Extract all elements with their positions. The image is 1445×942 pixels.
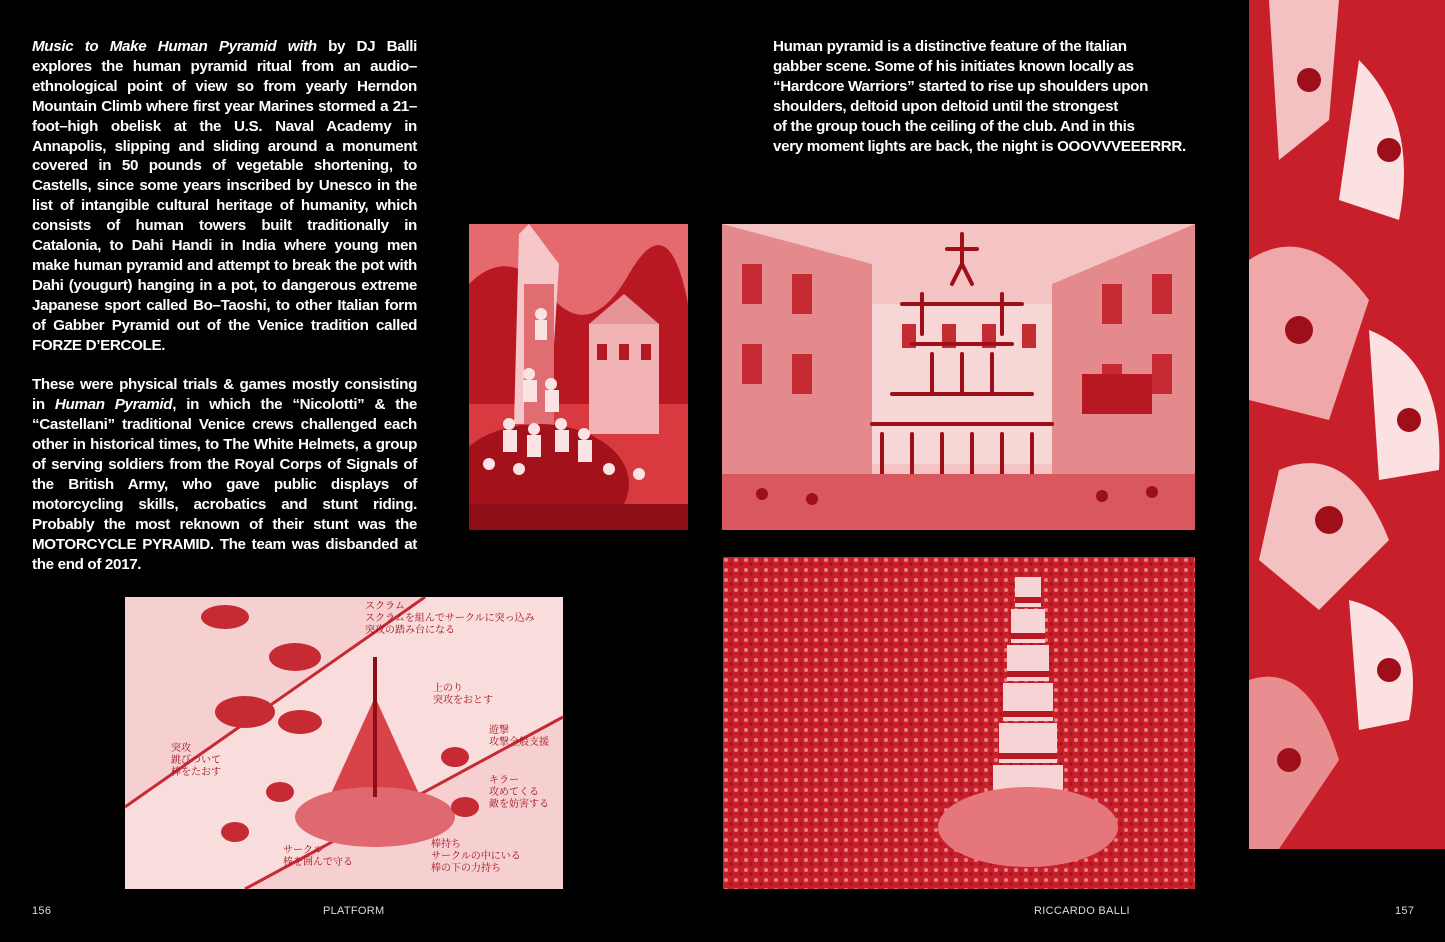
paragraph-2	[32, 375, 417, 574]
diagram-attack-label	[171, 743, 221, 779]
diagram-text: 突攻	[171, 743, 191, 754]
diagram-text: 棒をたおす	[171, 767, 221, 778]
right-text-line: of the group touch the ceiling of the club. And in this	[773, 117, 1135, 135]
diagram-climber-label	[433, 683, 493, 707]
diagram-text: 跳びついて	[171, 755, 221, 766]
right-text-line: shoulders, deltoid upon deltoid until the strongest	[773, 97, 1118, 115]
diagram-text: 攻めてくる	[489, 787, 539, 798]
section-title: PLATFORM	[323, 905, 385, 917]
diagram-killer-label	[489, 775, 549, 811]
diagram-text: 上のり	[433, 683, 463, 694]
photo-obelisk-climb	[469, 224, 688, 530]
photo-forze-dercole-engraving	[722, 224, 1195, 530]
right-text-line: gabber scene. Some of his initiates known locally as	[773, 57, 1134, 75]
diagram-text: 棒持ち	[431, 839, 461, 850]
diagram-text: サークル	[283, 845, 323, 856]
right-text-line: very moment lights are back, the night is OOOVVVEEERRR.	[773, 137, 1186, 155]
human-pyramid-italic: Human Pyramid	[54, 396, 173, 414]
diagram-text: 遊撃	[489, 725, 509, 736]
diagram-text: サークルの中にいる	[431, 851, 521, 862]
right-text-line: “Hardcore Warriors” started to rise up shoulders upon	[773, 77, 1148, 95]
page-number-right: 157	[1395, 905, 1415, 917]
photo-gabber-pyramid-strip	[1249, 0, 1445, 849]
photo-castell-crowd	[723, 557, 1195, 889]
author-name: RICCARDO BALLI	[1034, 905, 1130, 917]
album-title-italic: Music to Make Human Pyramid with	[32, 38, 317, 55]
paragraph-1-body: by DJ Balli explores the human pyramid ritual from an audio–ethnological point of view so from yearly Herndon Mountain Climb where first year Marines stormed a 21–foot–high obelisk at the U.S. Naval Academy in Annapolis, slipping and sliding around a monument covered in 50 pounds of vegetable shortening, to Castells, since some years inscribed by Unesco in the list of intangible cultural heritage of humanity, which consists of human towers built traditionally in Catalonia, to Dahi Handi in India where young men make human pyramid and attempt to break the pot with Dahi (yougurt) hanging in a pot, to dangerous extreme Japanese sport called Bo–Taoshi, to other Italian form of Gabber Pyramid out of the Venice tradition called FORZE D’ERCOLE.	[32, 38, 417, 354]
right-text-column	[773, 37, 1213, 156]
diagram-text: 攻撃全般支援	[489, 737, 549, 748]
diagram-circle-label	[283, 845, 353, 869]
paragraph-2-body: , in which the “Nicolotti” & the “Castellani” traditional Venice crews challenged each other in historical times, to The White Helmets, a group of serving soldiers from the Royal Corps of Signals of the British Army, who gave public displays of motorcycling skills, acrobatics and stunt riding. Probably the most reknown of their stunt was the MOTORCYCLE PYRAMID. The team was disbanded at the end of 2017.	[32, 396, 417, 573]
diagram-raider-label	[489, 725, 549, 749]
diagram-text: スクラム	[365, 601, 405, 612]
paragraph-2-intro: These were physical trials & games mostly consisting in	[32, 376, 417, 414]
diagram-text: キラー	[489, 775, 519, 786]
diagram-scrum-label	[365, 601, 535, 637]
bo-taoshi-diagram	[125, 597, 563, 889]
diagram-text: 棒の下の力持ち	[431, 863, 501, 874]
diagram-text: スクラムを組んでサークルに突っ込み	[365, 613, 535, 624]
page-number-left: 156	[32, 905, 52, 917]
diagram-text: 棒を囲んで守る	[283, 857, 353, 868]
diagram-text: 敵を妨害する	[489, 799, 549, 810]
right-text-line: Human pyramid is a distinctive feature of the Italian	[773, 38, 1127, 55]
diagram-text: 突攻をおとす	[433, 695, 493, 706]
paragraph-1	[32, 37, 417, 356]
left-text-column	[32, 37, 417, 574]
diagram-text: 突攻の踏み台になる	[365, 625, 455, 636]
diagram-pole-label	[431, 839, 521, 875]
